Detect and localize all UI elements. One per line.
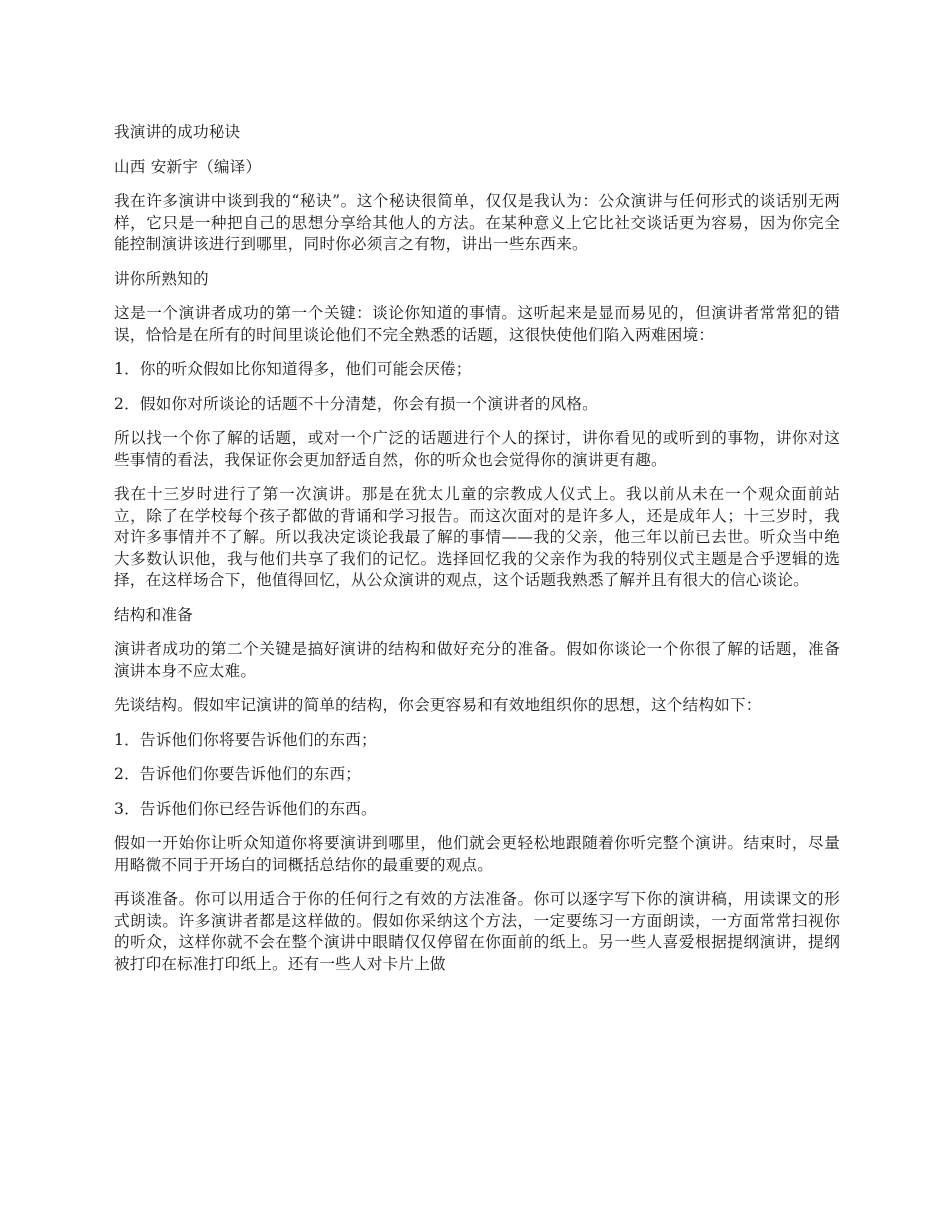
section-heading: 结构和准备	[114, 605, 193, 624]
document-page	[114, 122, 840, 988]
list-item: 1．你的听众假如比你知道得多，他们可能会厌倦；	[114, 360, 472, 378]
paragraph: 再谈准备。你可以用适合于你的任何行之有效的方法准备。你可以逐字写下你的演讲稿，用读课文的形式朗读。许多演讲者都是这样做的。假如你采纳这个方法，一定要练习一方面朗读，一方面常常扫视你的听众，这样你就不会在整个演讲中眼睛仅仅停留在你面前的纸上。另一些人喜爱根据提纲演讲，提纲被打印在标准打印纸上。还有一些人对卡片上做	[114, 890, 840, 973]
paragraph: 假如一开始你让听众知道你将要演讲到哪里，他们就会更轻松地跟随着你听完整个演讲。结束时，尽量用略微不同于开场白的词概括总结你的最重要的观点。	[114, 834, 840, 874]
paragraph: 先谈结构。假如牢记演讲的简单的结构，你会更容易和有效地组织你的思想，这个结构如下：	[114, 696, 762, 714]
document-title: 我演讲的成功秘诀	[114, 123, 241, 141]
section-heading: 讲你所熟知的	[114, 269, 209, 288]
paragraph: 我在十三岁时进行了第一次演讲。那是在犹太儿童的宗教成人仪式上。我以前从未在一个观众面前站立，除了在学校每个孩子都做的背诵和学习报告。而这次面对的是许多人，还是成年人；十三岁时，我对许多事情并不了解。所以我决定谈论我最了解的事情——我的父亲，他三年以前已去世。听众当中绝大多数认识他，我与他们共享了我们的记忆。选择回忆我的父亲作为我的特别仪式主题是合乎逻辑的选择，在这样场合下，他值得回忆，从公众演讲的观点，这个话题我熟悉了解并且有很大的信心谈论。	[114, 485, 840, 589]
list-item: 2．告诉他们你要告诉他们的东西；	[114, 765, 362, 783]
list-item: 2．假如你对所谈论的话题不十分清楚，你会有损一个演讲者的风格。	[114, 394, 598, 413]
paragraph: 演讲者成功的第二个关键是搞好演讲的结构和做好充分的准备。假如你谈论一个你很了解的话题，准备演讲本身不应太难。	[114, 640, 840, 680]
document-author: 山西 安新宇（编译）	[114, 157, 262, 176]
paragraph: 我在许多演讲中谈到我的“秘诀”。这个秘诀很简单，仅仅是我认为：公众演讲与任何形式的谈话别无两样，它只是一种把自己的思想分享给其他人的方法。在某种意义上它比社交谈话更为容易，因为你完全能控制演讲该进行到哪里，同时你必须言之有物，讲出一些东西来。	[114, 192, 840, 253]
paragraph: 所以找一个你了解的话题，或对一个广泛的话题进行个人的探讨，讲你看见的或听到的事物，讲你对这些事情的看法，我保证你会更加舒适自然，你的听众也会觉得你的演讲更有趣。	[114, 429, 840, 469]
paragraph: 这是一个演讲者成功的第一个关键：谈论你知道的事情。这听起来是显而易见的，但演讲者常常犯的错误，恰恰是在所有的时间里谈论他们不完全熟悉的话题，这很快使他们陷入两难困境：	[114, 304, 840, 344]
list-item: 1．告诉他们你将要告诉他们的东西；	[114, 730, 377, 749]
list-item: 3．告诉他们你已经告诉他们的东西。	[114, 799, 377, 818]
